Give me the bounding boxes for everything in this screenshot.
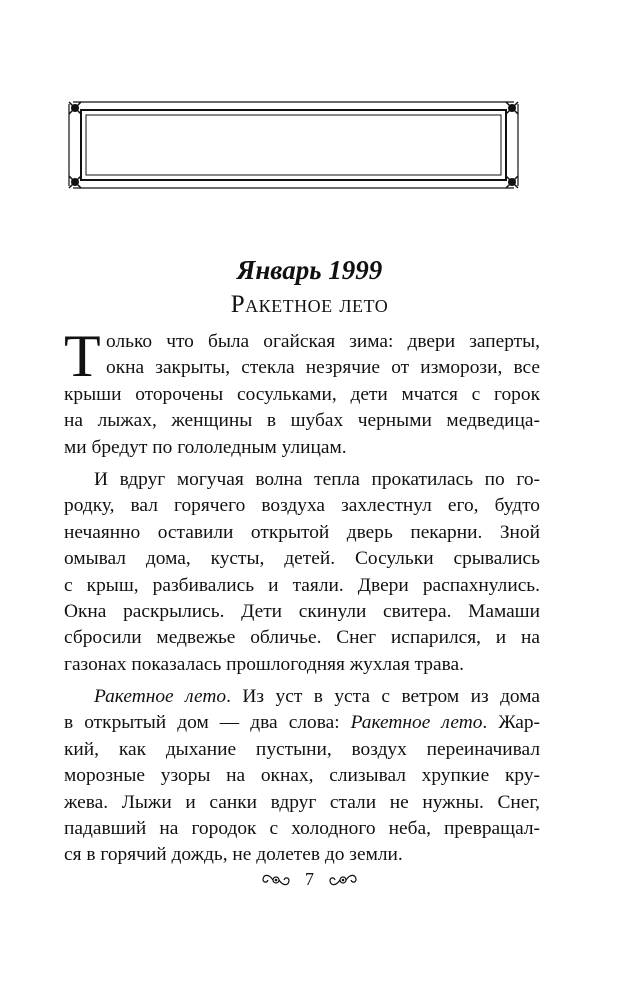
text-line: олько что была огайская зима: двери заперты, bbox=[106, 331, 540, 352]
text-line: с крыш, разбивались и таяли. Двери распахнулись. bbox=[64, 574, 540, 596]
chapter-title: Ракетное лето bbox=[230, 291, 389, 318]
italic-phrase: Ракетное лето bbox=[350, 712, 483, 734]
fleuron-left-icon bbox=[261, 871, 291, 889]
text-line: родку, вал горячего воздуха захлестнул его, будто bbox=[64, 495, 540, 517]
text-line: омывал дома, кусты, детей. Сосульки срывались bbox=[64, 548, 540, 570]
fleuron-right-icon bbox=[328, 871, 358, 889]
text-line: ми бредут по гололедным улицам. bbox=[64, 436, 347, 458]
text-line bbox=[64, 710, 540, 736]
text-line: Окна раскрылись. Дети скинули свитера. Мамаши bbox=[64, 600, 540, 622]
frame-border-icon bbox=[67, 100, 520, 190]
text-fragment: . Из уст в уста с ветром из дома bbox=[226, 686, 540, 708]
text-line: газонах показалась прошлогодняя жухлая трава. bbox=[64, 653, 464, 675]
page-number: 7 bbox=[305, 869, 314, 890]
text-line: кий, как дыхание пустыни, воздух переиначивал bbox=[64, 738, 540, 760]
text-line: сбросили медвежье обличье. Снег испарился, и на bbox=[64, 627, 540, 649]
text-line: жева. Лыжи и санки вдруг стали не нужны. Снег, bbox=[64, 791, 540, 813]
text-fragment: . Жар- bbox=[482, 712, 540, 734]
page-footer bbox=[0, 868, 619, 890]
italic-phrase: Ракетное лето bbox=[94, 686, 227, 708]
text-line: окна закрыты, стекла незрячие от изморози, все bbox=[106, 357, 540, 379]
drop-cap: Т bbox=[64, 323, 101, 389]
text-line: падавший на городок с холодного неба, превращал- bbox=[64, 818, 540, 840]
text-line: И вдруг могучая волна тепла прокатилась по го- bbox=[94, 468, 540, 490]
text-line: ся в горячий дождь, не долетев до земли. bbox=[64, 844, 403, 866]
text-line bbox=[64, 684, 540, 710]
body-text bbox=[64, 323, 540, 869]
text-line: на лыжах, женщины в шубах черными медведица- bbox=[64, 410, 540, 432]
text-line: крыши оторочены сосульками, дети мчатся с горок bbox=[64, 383, 540, 405]
text-line: морозные узоры на окнах, слизывал хрупкие кру- bbox=[64, 765, 540, 787]
text-line: нечаянно оставили открытой дверь пекарни. Зной bbox=[64, 521, 540, 543]
text-fragment: в открытый дом — два слова: bbox=[64, 712, 351, 734]
chapter-date: Январь 1999 bbox=[236, 255, 383, 285]
ornamental-frame bbox=[67, 100, 520, 190]
